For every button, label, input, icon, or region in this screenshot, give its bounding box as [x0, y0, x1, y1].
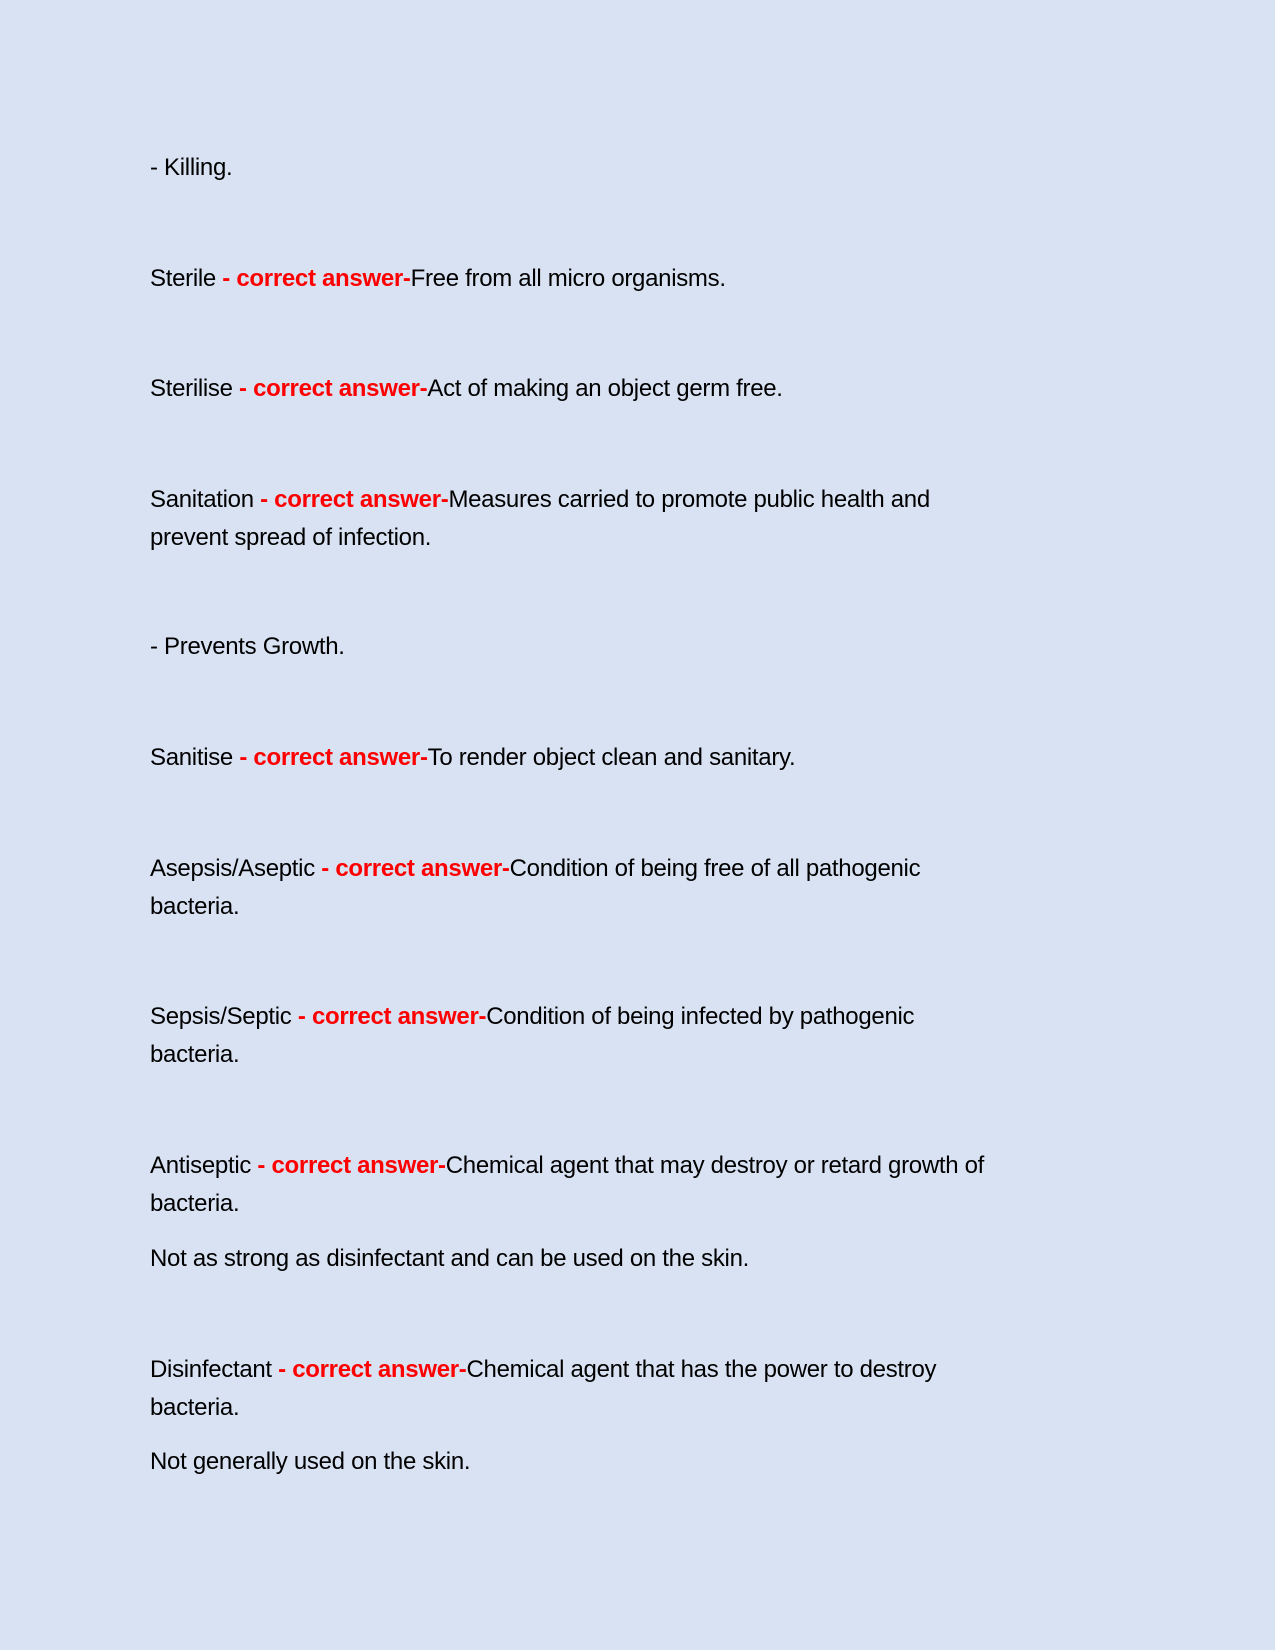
entry-antiseptic: [150, 1147, 984, 1223]
definition-cont: bacteria.: [150, 1394, 240, 1421]
entry-disinfectant: [150, 1351, 936, 1427]
note-prevents-growth: - Prevents Growth.: [150, 633, 345, 660]
term: Sanitise: [150, 744, 233, 771]
definition: Measures carried to promote public health and: [448, 486, 930, 513]
term: Sanitation: [150, 486, 254, 513]
definition: Chemical agent that may destroy or retard growth of: [445, 1152, 985, 1179]
definition-cont: prevent spread of infection.: [150, 524, 432, 551]
definition-cont: bacteria.: [150, 1190, 240, 1217]
answer-label: - correct answer-: [251, 1152, 446, 1179]
answer-label: - correct answer-: [314, 855, 510, 882]
term: Disinfectant: [150, 1356, 272, 1383]
answer-label: - correct answer-: [215, 265, 411, 292]
antiseptic-note: Not as strong as disinfectant and can be used on the skin.: [150, 1245, 749, 1272]
note-killing: - Killing.: [150, 154, 233, 181]
entry-asepsis: [150, 850, 920, 926]
answer-label: - correct answer-: [291, 1003, 487, 1030]
entry-sanitation: [150, 481, 930, 557]
term: Sepsis/Septic: [150, 1003, 292, 1030]
answer-label: - correct answer-: [232, 744, 428, 771]
answer-label: - correct answer-: [232, 375, 428, 402]
definition: Condition of being infected by pathogenic: [486, 1003, 915, 1030]
entry-sterile: [150, 260, 726, 298]
definition: Chemical agent that has the power to destroy: [466, 1356, 937, 1383]
entry-sterilise: [150, 370, 783, 408]
definition: Condition of being free of all pathogenic: [509, 855, 921, 882]
definition-cont: bacteria.: [150, 1041, 240, 1068]
answer-label: - correct answer-: [253, 486, 449, 513]
definition: Free from all micro organisms.: [410, 265, 726, 292]
entry-sanitise: [150, 739, 795, 777]
entry-sepsis: [150, 998, 914, 1074]
definition-cont: bacteria.: [150, 893, 240, 920]
definition: Act of making an object germ free.: [427, 375, 783, 402]
disinfectant-note: Not generally used on the skin.: [150, 1448, 471, 1475]
term: Sterilise: [150, 375, 233, 402]
term: Asepsis/Aseptic: [150, 855, 315, 882]
term: Sterile: [150, 265, 216, 292]
definition: To render object clean and sanitary.: [427, 744, 796, 771]
term: Antiseptic: [150, 1152, 252, 1179]
answer-label: - correct answer-: [271, 1356, 467, 1383]
